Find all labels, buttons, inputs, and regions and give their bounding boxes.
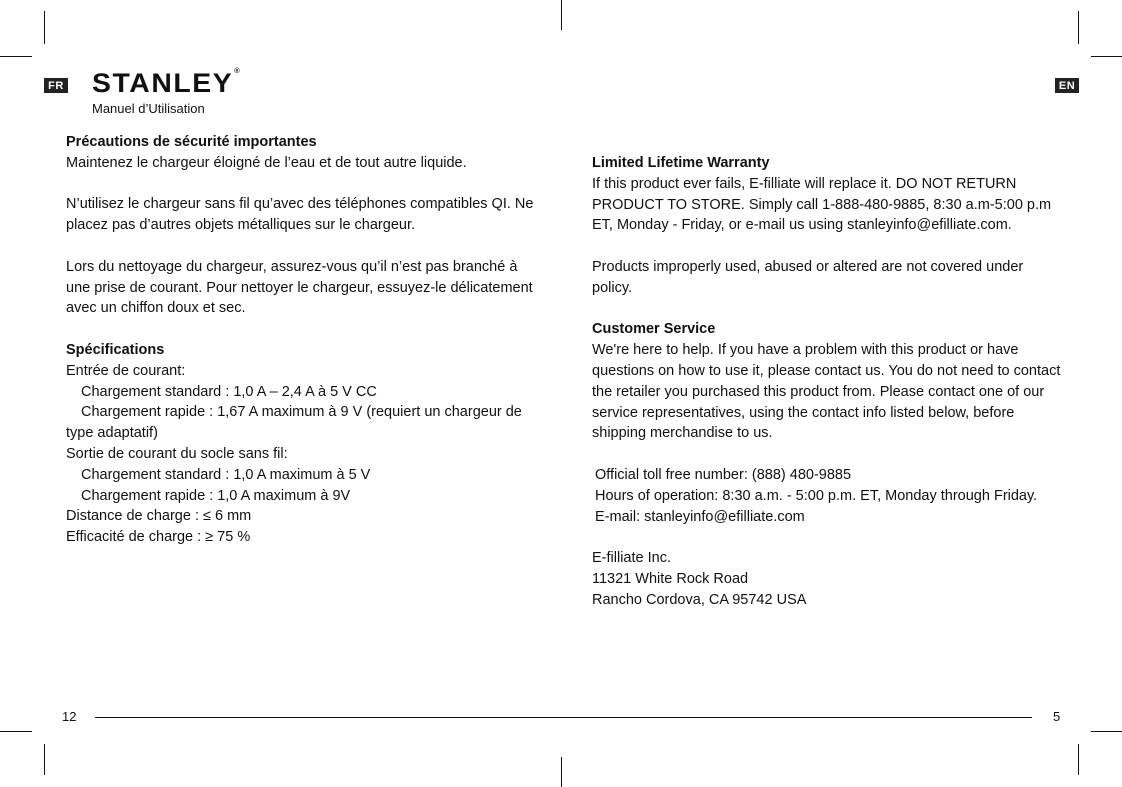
spec-line: Distance de charge : ≤ 6 mm bbox=[66, 508, 252, 525]
page-number-right: 5 bbox=[1053, 709, 1061, 724]
page-number-left: 12 bbox=[62, 709, 77, 724]
crop-mark bbox=[0, 56, 32, 57]
crop-mark bbox=[44, 744, 45, 775]
spec-line: type adaptatif) bbox=[66, 425, 158, 442]
stanley-logo bbox=[92, 68, 241, 99]
warranty-paragraph: Products improperly used, abused or altered are not covered under policy. bbox=[592, 258, 1024, 296]
crop-mark bbox=[1078, 11, 1079, 44]
safety-paragraph: N’utilisez le chargeur sans fil qu’avec des téléphones compatibles QI. Ne placez pas d’autres objets métalliques sur le chargeur. bbox=[66, 196, 534, 234]
company-street: 11321 White Rock Road bbox=[592, 570, 749, 587]
language-badge-en: EN bbox=[1055, 78, 1079, 93]
language-badge-fr: FR bbox=[44, 78, 68, 93]
spec-line: Entrée de courant: bbox=[66, 362, 186, 379]
crop-mark bbox=[561, 0, 562, 30]
safety-heading: Précautions de sécurité importantes bbox=[66, 134, 317, 150]
safety-paragraph: Lors du nettoyage du chargeur, assurez-vous qu’il n’est pas branché à une prise de courant. Pour nettoyer le chargeur, essuyez-le délicatement avec un chiffon doux et sec. bbox=[66, 258, 533, 317]
registered-mark: ® bbox=[234, 68, 242, 75]
crop-mark bbox=[1078, 744, 1079, 775]
contact-hours: Hours of operation: 8:30 a.m. - 5:00 p.m. ET, Monday through Friday. bbox=[595, 487, 1038, 504]
crop-mark bbox=[44, 11, 45, 44]
warranty-heading: Limited Lifetime Warranty bbox=[592, 155, 770, 171]
spec-line: Chargement standard : 1,0 A maximum à 5 V bbox=[81, 466, 371, 483]
customer-service-heading: Customer Service bbox=[592, 321, 716, 338]
contact-phone: Official toll free number: (888) 480-9885 bbox=[595, 466, 852, 483]
service-paragraph: We're here to help. If you have a problem with this product or have questions on how to use it, please contact us. You do not need to contact the retailer you purchased this product from. Please contact one of our service representatives, using the contact info listed below, before shipping merchandise to us. bbox=[592, 342, 1061, 442]
safety-paragraph: Maintenez le chargeur éloigné de l’eau et de tout autre liquide. bbox=[66, 154, 467, 171]
spec-line: Chargement rapide : 1,67 A maximum à 9 V (requiert un chargeur de bbox=[81, 404, 522, 421]
crop-mark bbox=[561, 757, 562, 787]
specifications-heading: Spécifications bbox=[66, 341, 165, 358]
spec-line: Sortie de courant du socle sans fil: bbox=[66, 445, 288, 462]
company-city: Rancho Cordova, CA 95742 USA bbox=[592, 591, 807, 608]
logo-wordmark: STANLEY bbox=[92, 68, 234, 98]
footer-rule bbox=[95, 717, 1032, 718]
contact-email: E-mail: stanleyinfo@efilliate.com bbox=[595, 508, 805, 525]
manual-label: Manuel d’Utilisation bbox=[92, 101, 205, 116]
crop-mark bbox=[0, 731, 32, 732]
spec-line: Chargement standard : 1,0 A – 2,4 A à 5 V CC bbox=[81, 383, 377, 400]
crop-mark bbox=[1091, 731, 1122, 732]
company-name: E-filliate Inc. bbox=[592, 550, 671, 567]
warranty-paragraph: If this product ever fails, E-filliate will replace it. DO NOT RETURN PRODUCT TO STORE. Simply call 1-888-480-9885, 8:30 a.m-5:00 p.m ET, Monday - Friday, or e-mail us using stanleyinfo@efilliate.com. bbox=[592, 175, 1052, 234]
right-page-content bbox=[592, 153, 1062, 611]
left-page-content bbox=[66, 132, 536, 548]
crop-mark bbox=[1091, 56, 1122, 57]
spec-line: Efficacité de charge : ≥ 75 % bbox=[66, 529, 251, 546]
spec-line: Chargement rapide : 1,0 A maximum à 9V bbox=[81, 487, 351, 504]
